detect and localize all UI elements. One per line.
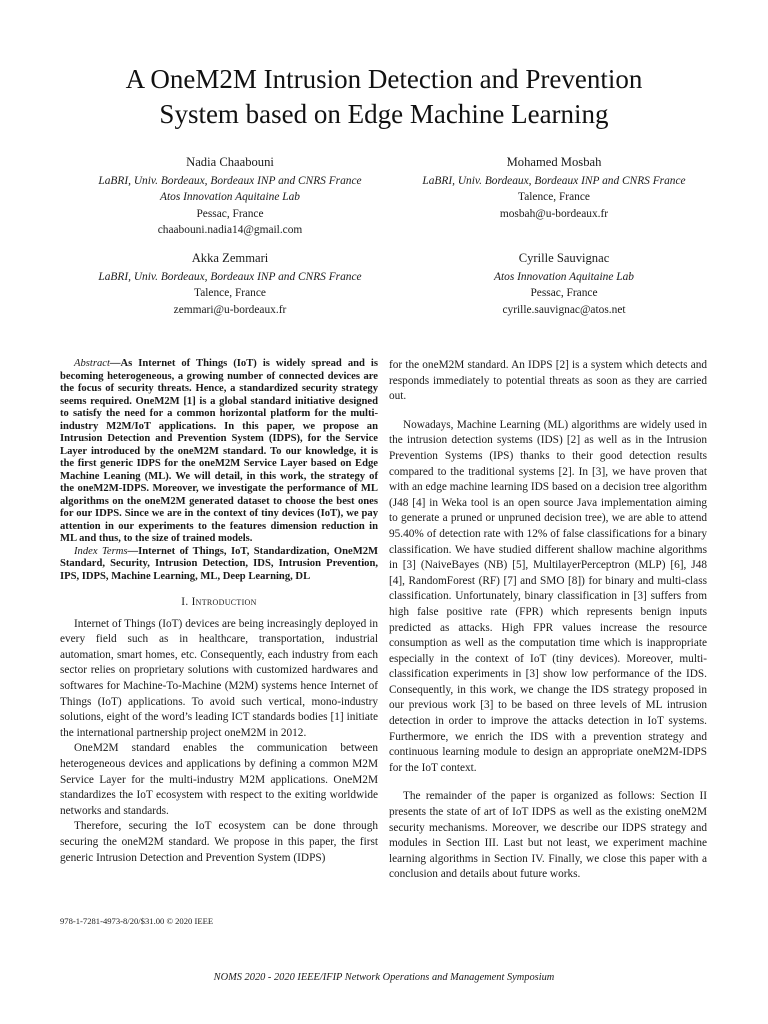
author-name: Nadia Chaabouni [186,155,274,169]
conference-footer: NOMS 2020 - 2020 IEEE/IFIP Network Operations and Management Symposium [213,972,555,983]
author-block-zemmari [60,250,400,318]
right-column [389,358,707,883]
intro-paragraph-2: OneM2M standard enables the communication between heterogeneous devices and applications by defining a common M2M Service Layer for the multi-industry M2M applications. OneM2M standardizes the IoT ecosystem with respect to the exiting worldwide networks and standards. [60,742,378,817]
abstract-label: Abstract [74,358,110,369]
author-block-sauvignac [394,250,734,318]
author-affiliation: LaBRI, Univ. Bordeaux, Bordeaux INP and CNRS France [98,175,362,188]
index-terms-text: —Internet of Things, IoT, Standardization, OneM2M Standard, Security, Intrusion Detection, IDS, Intrusion Prevention, IPS, IDPS, Machine Learning, ML, Deep Learning, DL [60,545,378,582]
left-column [60,358,378,866]
author-name: Mohamed Mosbah [506,155,602,169]
author-name: Akka Zemmari [191,251,269,265]
intro-paragraph-1: Internet of Things (IoT) devices are being increasingly deployed in every field such as in healthcare, transportation, industrial automation, smart homes, etc. Consequently, each industry from each sector relies on proprietary solutions with customized hardwares and softwares for Machine-To-Machine (M2M) systems hence Internet of Things (IoT) applications. To avoid such vertical, mono-industry solutions, eight of the word’s leading ICT standards bodies [1] initiate the international partnership project oneM2M in 2012. [60,617,378,739]
author-block-mosbah [384,154,724,222]
author-email: cyrille.sauvignac@atos.net [502,303,626,316]
author-affiliation: LaBRI, Univ. Bordeaux, Bordeaux INP and CNRS France [98,271,362,284]
author-location: Talence, France [194,287,266,300]
author-location: Talence, France [518,191,590,204]
right-paragraph-2: Nowadays, Machine Learning (ML) algorithms are widely used in the intrusion detection systems (IDS) [2] as well as in the Intrusion Prevention Systems (IPS) thanks to their good detection results compared to the traditional systems [2]. In [3], we have proven that with an edge machine learning IDS based on a decision tree algorithm (J48 [4] in Weka tool is an open source Java implementation aiming to generate a pruned or unpruned decision tree), we are able to attend 95.40% of detection rate with 12% of false classifications for a binary classification. We have studied different shallow machine algorithms in [3] (NaiveBayes (NB) [5], MultilayerPerceptron (MLP) [6], J48 [4], RandomForest (RF) [7] and SMO [8]) for binary and multi-class classification. Unfortunately, binary classification in [3] suffers from high false positive rate (FPR) which represents benign inputs predicted as attacks. High FPR values increase the resource consumption as well as the computation time which is inappropriate especially in the context of IoT (tiny devices). Moreover, multi-classification experiments in [3] show low performance of the IDS. Consequently, in this work, we change the IDS strategy proposed in our previous work [3] to be based on three levels of ML intrusion detection in order to improve the attacks detection in IoT systems. Furthermore, we enrich the IDS with a prevention strategy and continuous learning module to design an appropriate oneM2M-IDPS for the IoT context. [389,418,707,774]
abstract-text: —As Internet of Things (IoT) is widely spread and is becoming heterogeneous, a growing number of connected devices are the focus of security threats. Hence, a standardized security strategy seems required. OneM2M [1] is a global standard initiative designed to satisfy the need for a common horizontal platform for the multi-industry M2M/IoT applications. In this paper, we propose an Intrusion Detection and Prevention System (IDPS), for the Service Layer introduced by the oneM2M standard. To our knowledge, it is the first generic IDPS for the oneM2M Service Layer based on Edge Machine Leaning (ML). We will detail, in this work, the strategy of the oneM2M-IDPS. Moreover, we investigate the performance of ML algorithms on the oneM2M generated dataset to choose the best ones for our IDPS. Since we are in the context of tiny devices (IoT), we pay attention in our experiments to the features dimension reduction in ML and thus, to the size of trained models. [60,358,378,544]
author-affiliation: Atos Innovation Aquitaine Lab [494,271,634,284]
author-affiliation-2: Atos Innovation Aquitaine Lab [160,191,300,204]
author-email: mosbah@u-bordeaux.fr [499,207,609,220]
title-line-2: System based on Edge Machine Learning [159,99,609,129]
author-location: Pessac, France [530,287,598,300]
intro-paragraph-3: Therefore, securing the IoT ecosystem can be done through securing the oneM2M standard. We propose in this paper, the first generic Intrusion Detection and Prevention System (IDPS) [60,820,378,864]
section-number: I. [181,596,189,608]
section-title: Introduction [191,596,257,608]
author-block-chaabouni [60,154,400,238]
author-email: chaabouni.nadia14@gmail.com [157,223,303,236]
index-terms-label: Index Terms [74,545,128,557]
right-paragraph-3: The remainder of the paper is organized as follows: Section II presents the state of art of IoT IDPS as well as the existing oneM2M security mechanisms. Moreover, we describe our IDPS strategy and modules in Section III. Last but not least, we experiment machine learning algorithms in Section IV. Finally, we close this paper with a conclusion and details about future works. [389,790,707,881]
paper-title [0,62,768,132]
author-name: Cyrille Sauvignac [518,251,610,265]
author-affiliation: LaBRI, Univ. Bordeaux, Bordeaux INP and CNRS France [422,175,686,188]
abstract [60,358,378,546]
index-terms [60,546,378,584]
author-location: Pessac, France [196,207,264,220]
section-heading-introduction [60,595,378,611]
author-email: zemmari@u-bordeaux.fr [173,303,287,316]
copyright-notice: 978-1-7281-4973-8/20/$31.00 © 2020 IEEE [60,916,214,926]
right-paragraph-1: for the oneM2M standard. An IDPS [2] is a system which detects and responds immediately to potential threats as soon as they are carried out. [389,359,707,403]
title-line-1: A OneM2M Intrusion Detection and Prevention [125,64,643,94]
